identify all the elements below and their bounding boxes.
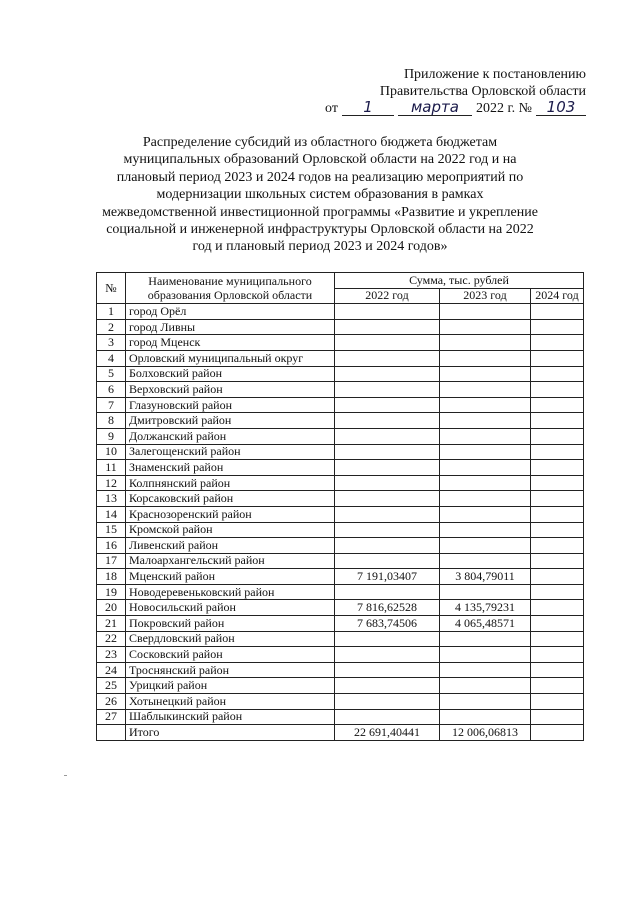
row-name: Свердловский район (126, 631, 335, 647)
row-value-2023 (440, 460, 531, 476)
row-num: 7 (97, 397, 126, 413)
row-value-2022 (335, 460, 440, 476)
header-2023: 2023 год (440, 288, 531, 304)
table-row (97, 428, 584, 444)
row-value-2022 (335, 350, 440, 366)
row-value-2023: 12 006,06813 (440, 725, 531, 741)
row-num: 11 (97, 460, 126, 476)
row-name: город Мценск (126, 335, 335, 351)
row-value-2024 (531, 319, 584, 335)
row-value-2024 (531, 428, 584, 444)
row-value-2023 (440, 428, 531, 444)
row-num: 6 (97, 382, 126, 398)
table-row (97, 569, 584, 585)
row-num: 27 (97, 709, 126, 725)
row-value-2024 (531, 460, 584, 476)
row-value-2023 (440, 506, 531, 522)
row-value-2024 (531, 522, 584, 538)
table-row (97, 366, 584, 382)
row-name: Урицкий район (126, 678, 335, 694)
row-value-2023 (440, 631, 531, 647)
table-row (97, 709, 584, 725)
row-num (97, 725, 126, 741)
row-num: 1 (97, 304, 126, 320)
row-num: 4 (97, 350, 126, 366)
row-value-2023 (440, 397, 531, 413)
row-value-2024 (531, 553, 584, 569)
row-value-2023 (440, 319, 531, 335)
row-value-2023 (440, 335, 531, 351)
row-value-2022 (335, 522, 440, 538)
header-2022: 2022 год (335, 288, 440, 304)
row-name: Залегощенский район (126, 444, 335, 460)
row-name: Новосильский район (126, 600, 335, 616)
row-value-2022 (335, 413, 440, 429)
row-value-2024 (531, 366, 584, 382)
table-row (97, 382, 584, 398)
row-name: Малоархангельский район (126, 553, 335, 569)
handwritten-month: марта (398, 100, 472, 116)
row-value-2023 (440, 350, 531, 366)
row-value-2022 (335, 678, 440, 694)
row-num: 23 (97, 647, 126, 663)
row-value-2022 (335, 553, 440, 569)
row-value-2023 (440, 382, 531, 398)
row-value-2022 (335, 538, 440, 554)
row-value-2024 (531, 600, 584, 616)
row-num: 15 (97, 522, 126, 538)
row-name: Хотынецкий район (126, 694, 335, 710)
row-value-2022 (335, 584, 440, 600)
row-name: Ливенский район (126, 538, 335, 554)
row-num: 20 (97, 600, 126, 616)
row-name: Кромской район (126, 522, 335, 538)
row-value-2023 (440, 538, 531, 554)
row-value-2024 (531, 584, 584, 600)
row-value-2024 (531, 413, 584, 429)
from-label: от (325, 101, 338, 116)
row-value-2022 (335, 382, 440, 398)
table-row (97, 460, 584, 476)
row-value-2023 (440, 678, 531, 694)
table-row (97, 413, 584, 429)
row-name: Дмитровский район (126, 413, 335, 429)
row-name: Итого (126, 725, 335, 741)
row-value-2024 (531, 304, 584, 320)
header-name (126, 273, 335, 304)
header-sum: Сумма, тыс. рублей (335, 273, 584, 289)
row-value-2022: 7 191,03407 (335, 569, 440, 585)
row-num: 25 (97, 678, 126, 694)
row-value-2024 (531, 475, 584, 491)
row-num: 16 (97, 538, 126, 554)
row-num: 19 (97, 584, 126, 600)
table-row (97, 350, 584, 366)
row-num: 5 (97, 366, 126, 382)
row-value-2024 (531, 694, 584, 710)
row-value-2022 (335, 304, 440, 320)
row-value-2024 (531, 538, 584, 554)
table-row (97, 553, 584, 569)
row-value-2024 (531, 397, 584, 413)
row-value-2022 (335, 506, 440, 522)
table-row (97, 475, 584, 491)
row-value-2022 (335, 491, 440, 507)
row-value-2024 (531, 382, 584, 398)
row-name: Корсаковский район (126, 491, 335, 507)
row-value-2024 (531, 491, 584, 507)
row-num: 14 (97, 506, 126, 522)
row-value-2024 (531, 662, 584, 678)
table-row (97, 335, 584, 351)
handwritten-number: 103 (536, 100, 586, 116)
table-row (97, 538, 584, 554)
year-label: 2022 г. № (475, 101, 532, 116)
row-value-2022 (335, 397, 440, 413)
row-value-2023 (440, 709, 531, 725)
table-row (97, 444, 584, 460)
table-row (97, 319, 584, 335)
row-value-2024 (531, 444, 584, 460)
row-value-2024 (531, 678, 584, 694)
row-name: Должанский район (126, 428, 335, 444)
row-name: Болховский район (126, 366, 335, 382)
row-value-2022 (335, 709, 440, 725)
row-value-2022: 7 816,62528 (335, 600, 440, 616)
table-row (97, 694, 584, 710)
header-name-line1: Наименование муниципального (148, 274, 312, 289)
row-num: 12 (97, 475, 126, 491)
row-value-2023: 4 065,48571 (440, 616, 531, 632)
row-value-2024 (531, 335, 584, 351)
row-value-2022 (335, 444, 440, 460)
row-num: 18 (97, 569, 126, 585)
table-row (97, 304, 584, 320)
row-num: 13 (97, 491, 126, 507)
row-num: 9 (97, 428, 126, 444)
row-name: Покровский район (126, 616, 335, 632)
row-name: Сосковский район (126, 647, 335, 663)
row-name: Знаменский район (126, 460, 335, 476)
row-value-2024 (531, 506, 584, 522)
row-name: Шаблыкинский район (126, 709, 335, 725)
row-num: 21 (97, 616, 126, 632)
row-value-2024 (531, 647, 584, 663)
table-row (97, 616, 584, 632)
row-value-2022 (335, 428, 440, 444)
table-row (97, 678, 584, 694)
row-value-2023 (440, 662, 531, 678)
row-num: 24 (97, 662, 126, 678)
row-name: Троснянский район (126, 662, 335, 678)
row-name: Новодеревеньковский район (126, 584, 335, 600)
row-name: Глазуновский район (126, 397, 335, 413)
row-value-2022: 22 691,40441 (335, 725, 440, 741)
row-value-2022 (335, 319, 440, 335)
row-value-2023 (440, 522, 531, 538)
row-num: 3 (97, 335, 126, 351)
row-name: Колпнянский район (126, 475, 335, 491)
header-num: № (97, 273, 126, 304)
government-line: Правительства Орловской области (379, 84, 586, 99)
handwritten-day: 1 (342, 100, 394, 116)
row-value-2022 (335, 631, 440, 647)
row-value-2023 (440, 553, 531, 569)
row-num: 8 (97, 413, 126, 429)
row-name: город Ливны (126, 319, 335, 335)
row-value-2022 (335, 335, 440, 351)
row-value-2022: 7 683,74506 (335, 616, 440, 632)
row-value-2023 (440, 444, 531, 460)
row-value-2023 (440, 366, 531, 382)
row-value-2023 (440, 491, 531, 507)
row-value-2023 (440, 304, 531, 320)
row-name: Краснозоренский район (126, 506, 335, 522)
table-row (97, 662, 584, 678)
row-num: 2 (97, 319, 126, 335)
row-value-2024 (531, 350, 584, 366)
row-value-2023 (440, 694, 531, 710)
row-name: Орловский муниципальный округ (126, 350, 335, 366)
decree-line (325, 100, 586, 117)
table-row (97, 491, 584, 507)
table-row (97, 506, 584, 522)
header-name-line2: образования Орловской области (147, 288, 313, 303)
row-value-2022 (335, 475, 440, 491)
row-name: Верховский район (126, 382, 335, 398)
total-row (97, 725, 584, 741)
row-value-2023 (440, 584, 531, 600)
appendix-line: Приложение к постановлению (403, 67, 586, 82)
row-value-2024 (531, 616, 584, 632)
table-row (97, 522, 584, 538)
row-value-2024 (531, 725, 584, 741)
row-value-2022 (335, 366, 440, 382)
row-value-2024 (531, 631, 584, 647)
row-num: 10 (97, 444, 126, 460)
subsidy-table (96, 272, 584, 741)
document-title: Распределение субсидий из областного бюджета бюджетам муниципальных образований Орловской области на 2022 год и на плановый период 2023 и 2024 годов на реализацию мероприятий по модернизации школьных систем образования в рамках межведомственной инвестиционной программы «Развитие и укрепление социальной и инженерной инфраструктуры Орловской области на 2022 год и плановый период 2023 и 2024 годов» (102, 135, 538, 255)
table-row (97, 647, 584, 663)
row-num: 22 (97, 631, 126, 647)
row-name: Мценский район (126, 569, 335, 585)
row-value-2024 (531, 709, 584, 725)
row-num: 17 (97, 553, 126, 569)
row-value-2023 (440, 413, 531, 429)
row-value-2023 (440, 647, 531, 663)
scan-speck (64, 775, 67, 776)
row-value-2022 (335, 662, 440, 678)
table-row (97, 600, 584, 616)
row-value-2024 (531, 569, 584, 585)
row-value-2023 (440, 475, 531, 491)
row-value-2023: 3 804,79011 (440, 569, 531, 585)
document-header (325, 66, 586, 117)
row-name: город Орёл (126, 304, 335, 320)
row-value-2023: 4 135,79231 (440, 600, 531, 616)
table-row (97, 631, 584, 647)
row-value-2022 (335, 647, 440, 663)
header-2024: 2024 год (531, 288, 584, 304)
table-row (97, 397, 584, 413)
table-body (97, 304, 584, 741)
table-row (97, 584, 584, 600)
row-value-2022 (335, 694, 440, 710)
row-num: 26 (97, 694, 126, 710)
